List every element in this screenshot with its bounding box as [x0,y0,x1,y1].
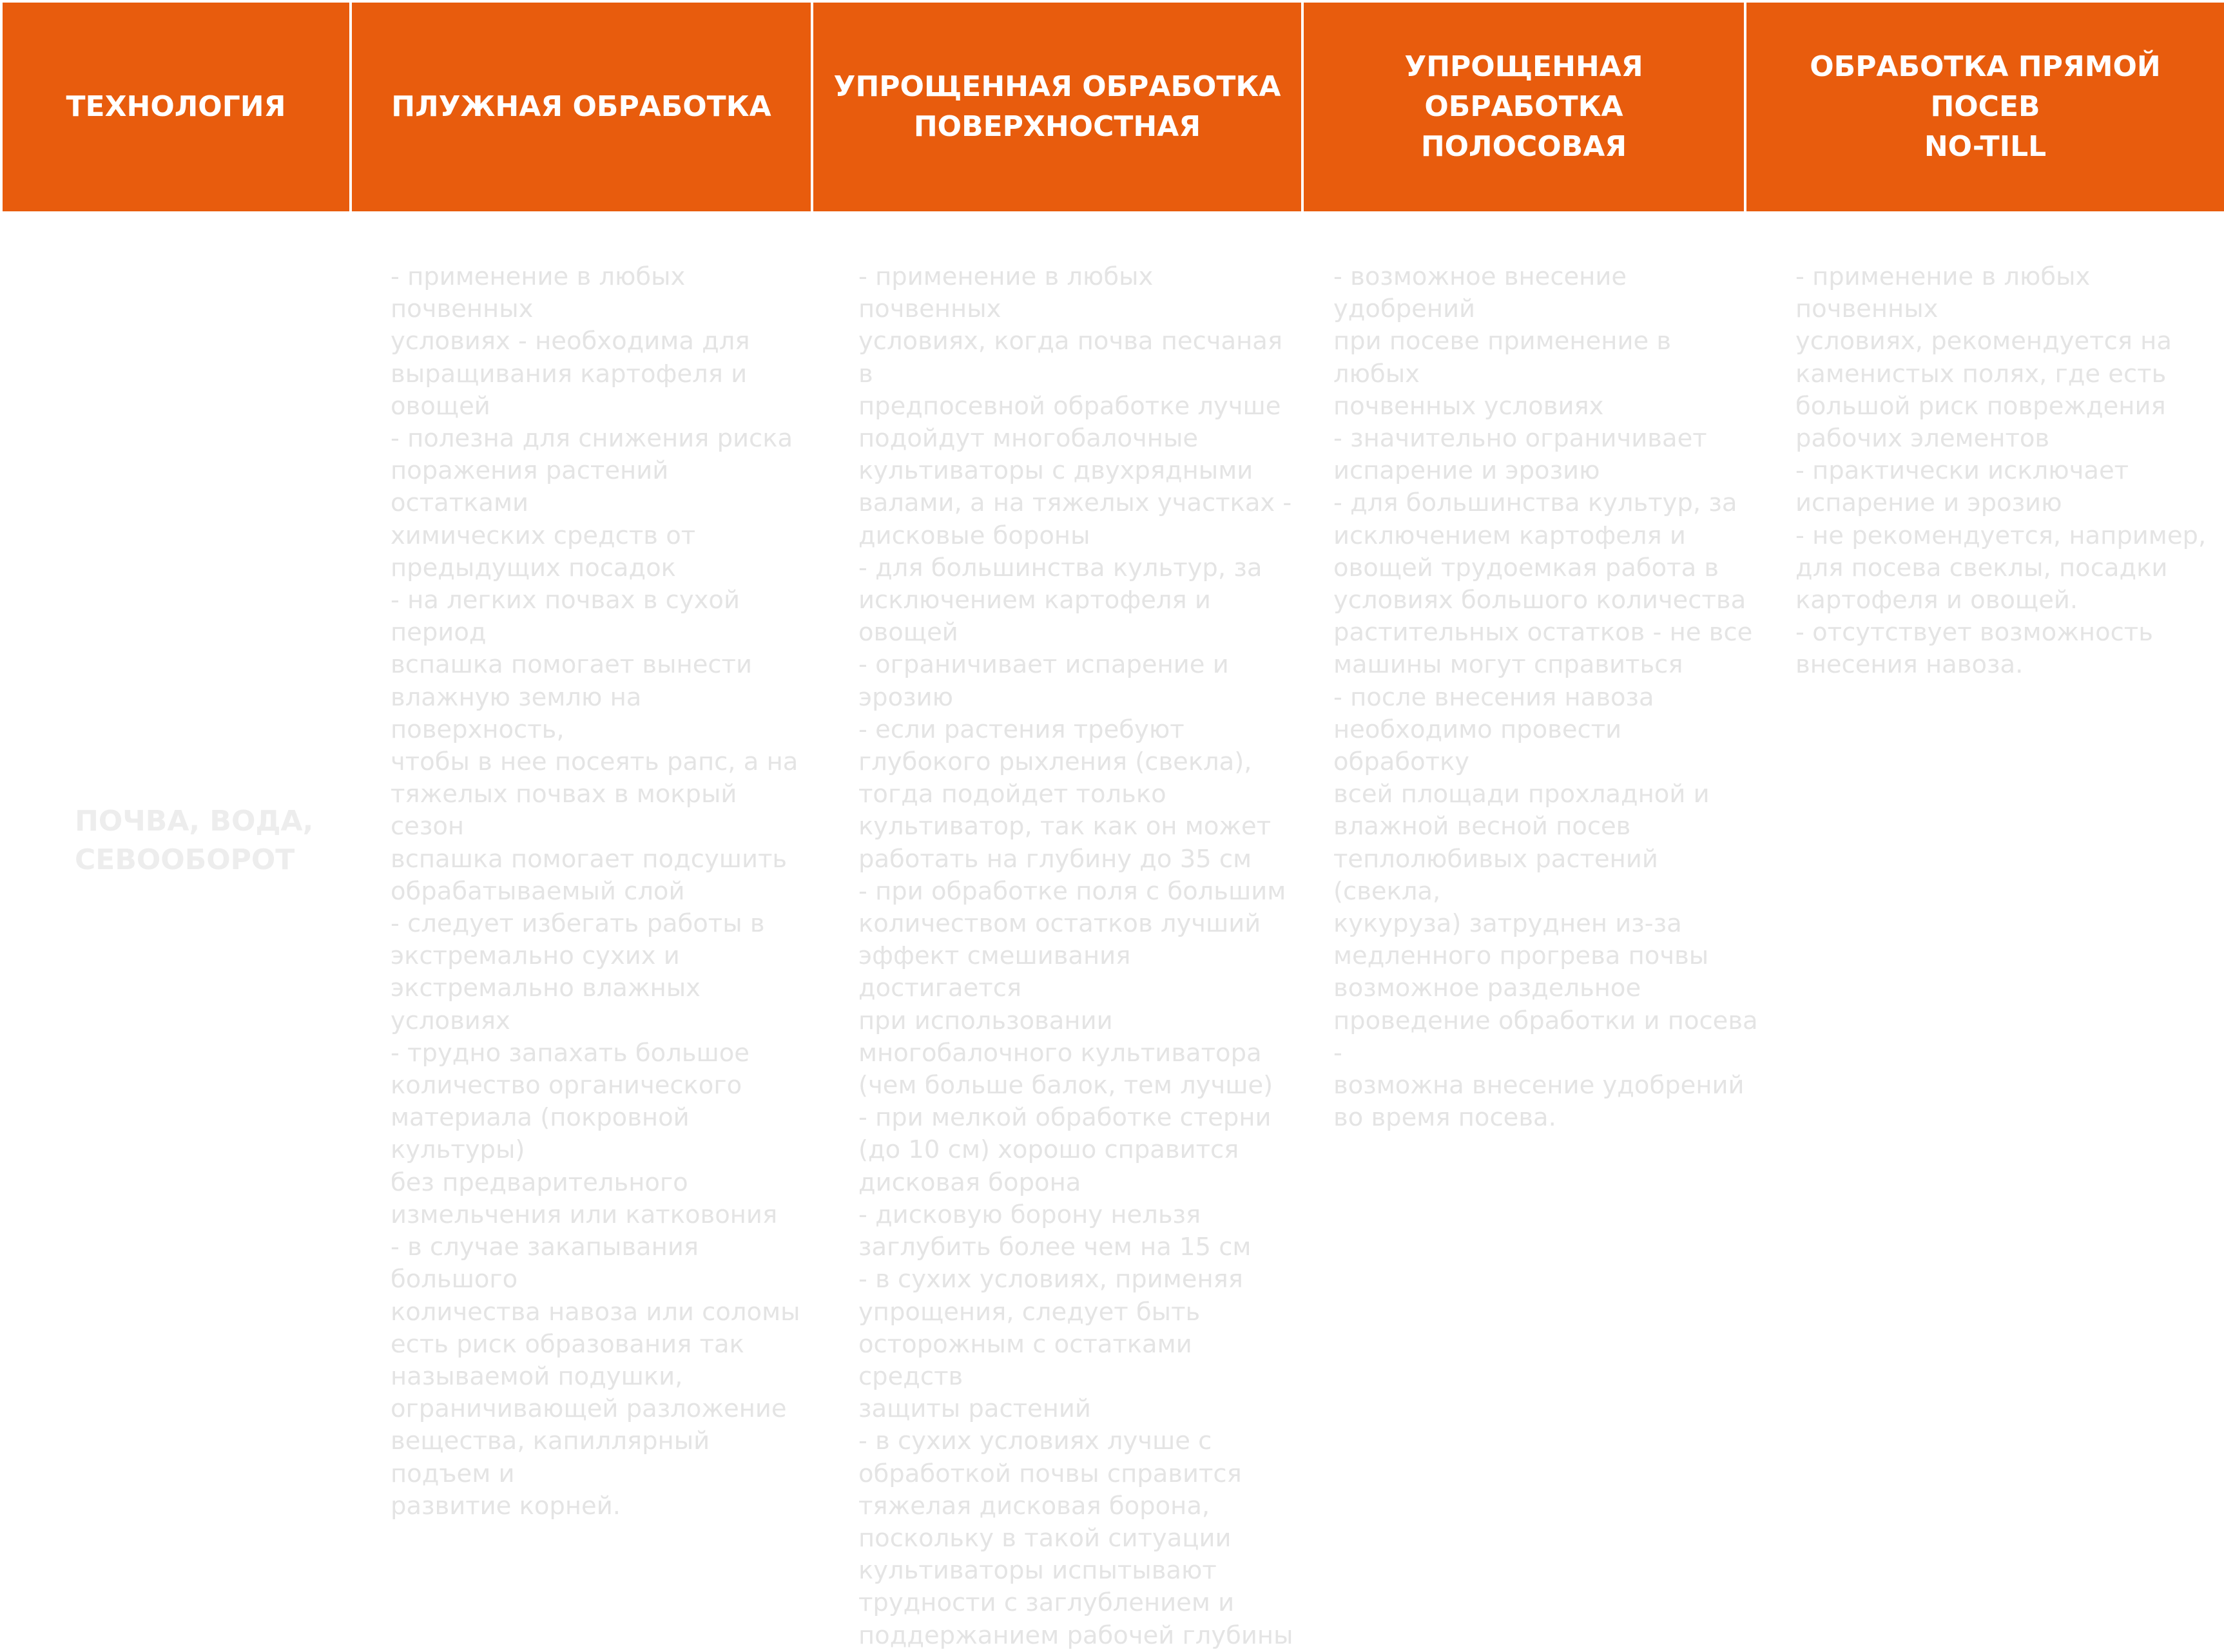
header-technology [3,3,349,211]
header-plough-line-1: ПЛУЖНАЯ ОБРАБОТКА [391,90,771,123]
header-technology-line-1: ТЕХНОЛОГИЯ [66,90,286,123]
header-no-till [1746,3,2224,211]
cell-simplified-strip: - возможное внесение удобрений при посеве применение в любых почвенных условиях - значительно ограничивает испарение и эрозию - для большинства культур, за исключением картофеля и овощей трудоемкая работа в условиях большого количества растительных остатков - не все машины могут справиться - после внесения навоза необходимо провести обработку всей площади прохладной и влажной весной посев теплолюбивых растений (свекла, кукуруза) затруднен из-за медленного прогрева почвы возможное раздельное проведение обработки и посева - возможна внесение удобрений во время посева. [1333,262,1758,1133]
header-simplified-surface [813,3,1301,211]
header-plough-tillage [352,3,811,211]
cell-plough-tillage: - применение в любых почвенных условиях - необходима для выращивания картофеля и овощей - полезна для снижения риска поражения растений остатками химических средств от предыдущих посадок - на легких почвах в сухой период вспашка помогает вынести влажную землю на поверхность, чтобы в нее посеять рапс, а на тяжелых почвах в мокрый сезон вспашка помогает подсушить обрабатываемый слой - следует избегать работы в экстремально сухих и экстремально влажных условиях - трудно запахать большое количество органического материала (покровной культуры) без предварительного измельчения или катковония - в случае закапывания большого количества навоза или соломы есть риск образования так называемой подушки, ограничивающей разложение вещества, капиллярный подъем и развитие корней. [391,262,800,1521]
header-strip-line-1: УПРОЩЕННАЯ ОБРАБОТКА [1404,50,1643,123]
header-notill-line-2: NO-TILL [1924,130,2047,163]
header-notill-line-1: ОБРАБОТКА ПРЯМОЙ ПОСЕВ [1810,50,2161,123]
header-surface-line-2: ПОВЕРХНОСТНАЯ [913,110,1201,143]
cell-simplified-surface: - применение в любых почвенных условиях, когда почва песчаная в предпосевной обработке лучше подойдут многобалочные культиваторы с двухрядными валами, а на тяжелых участках - дисковые бороны - для большинства культур, за исключением картофеля и овощей - ограничивает испарение и эрозию - если растения требуют глубокого рыхления (свекла), тогда подойдет только культиватор, так как он может работать на глубину до 35 см - при обработке поля с большим количеством остатков лучший эффект смешивания достигается при использовании многобалочного культиватора (чем больше балок, тем лучше) - при мелкой обработке стерни (до 10 см) хорошо справится дисковая борона - дисковую борону нельзя заглубить более чем на 15 см - в сухих условиях, применяя упрощения, следует быть осторожным с остатками средств защиты растений - в сухих условиях лучше с обработкой почвы справится тяжелая дисковая борона, поскольку в такой ситуации культиваторы испытывают трудности с заглублением и поддержанием рабочей глубины [858,262,1293,1650]
table-header-row [3,3,2224,211]
row-label-soil-water-rotation: ПОЧВА, ВОДА, СЕВООБОРОТ [75,805,314,876]
cell-no-till: - применение в любых почвенных условиях, рекомендуется на каменистых полях, где есть большой риск повреждения рабочих элементов - практически исключает испарение и эрозию - не рекомендуется, например, для посева свеклы, посадки картофеля и овощей. - отсутствует возможность внесения навоза. [1795,262,2207,680]
header-simplified-strip [1304,3,1744,211]
header-strip-line-2: ПОЛОСОВАЯ [1420,130,1627,163]
header-surface-line-1: УПРОЩЕННАЯ ОБРАБОТКА [833,70,1281,103]
